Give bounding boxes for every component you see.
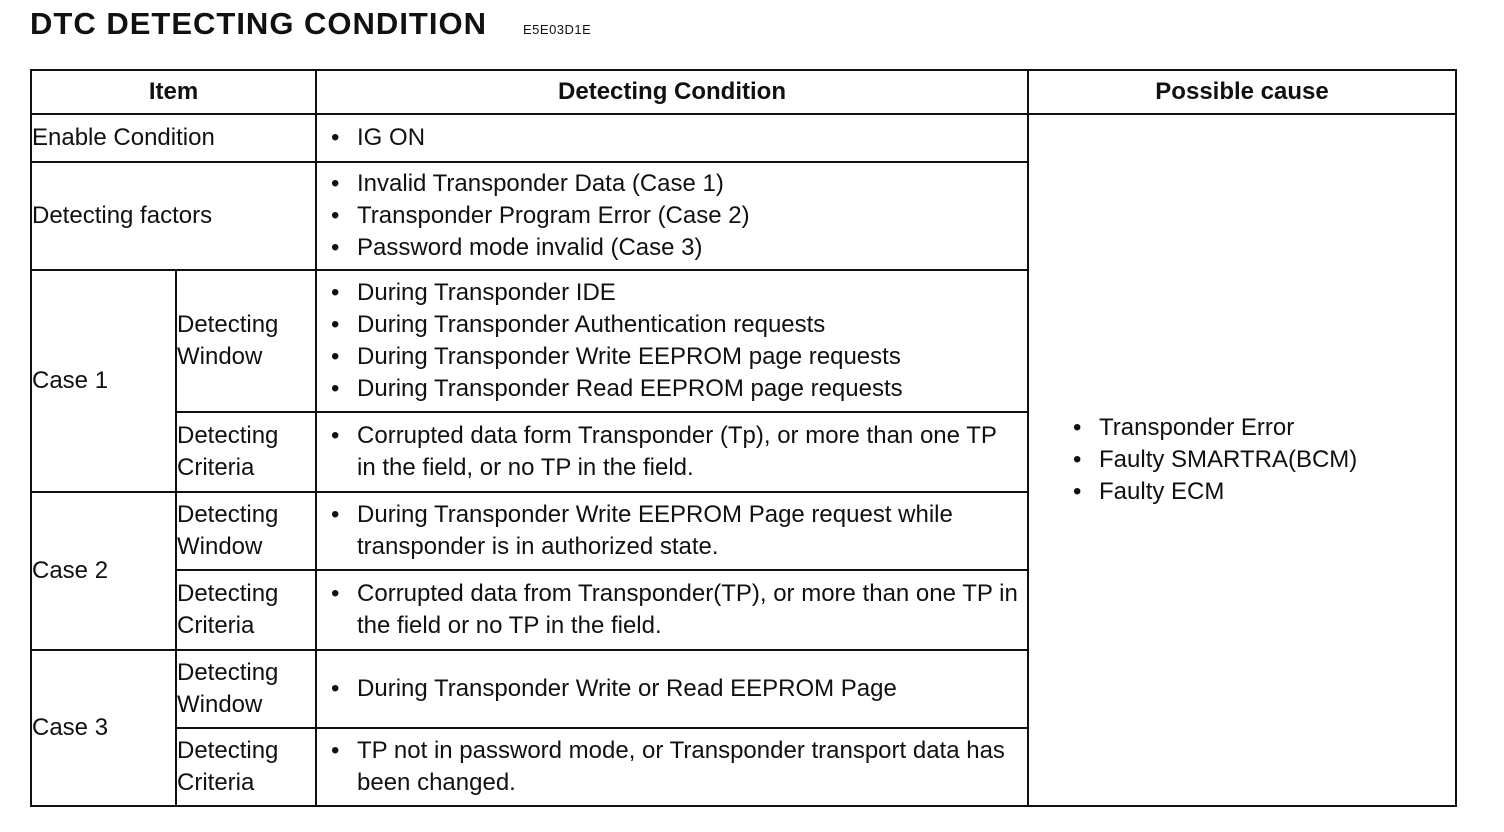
- label-line: Detecting: [177, 422, 279, 449]
- enable-condition-label: Enable Condition: [31, 114, 316, 162]
- header-row: [31, 70, 1456, 114]
- label-line: Detecting: [177, 311, 279, 338]
- list-item: • Transponder Program Error (Case 2): [357, 200, 1019, 232]
- case-3-criteria-label: [176, 728, 316, 806]
- list-item: • Corrupted data from Transponder(TP), or more than one TP in the field or no TP in the field.: [357, 578, 1019, 642]
- case-2-window-cell: [316, 492, 1028, 570]
- list-item: • During Transponder IDE: [357, 277, 1019, 309]
- list-item: • During Transponder Authentication requests: [357, 309, 1019, 341]
- bullet-list: [317, 164, 1027, 268]
- case-1-criteria-label: [176, 412, 316, 492]
- case-3-window-cell: [316, 650, 1028, 728]
- section-code: E5E03D1E: [523, 22, 592, 37]
- bullet-list: [317, 118, 1027, 158]
- list-item: • Faulty SMARTRA(BCM): [1099, 444, 1455, 476]
- case-1-criteria-cell: [316, 412, 1028, 492]
- page-title: DTC DETECTING CONDITION: [30, 6, 487, 41]
- label-line: Detecting: [177, 501, 279, 528]
- list-item: • During Transponder Write or Read EEPROM Page: [357, 673, 1019, 705]
- case-1-label: Case 1: [31, 270, 176, 492]
- case-2-criteria-label: [176, 570, 316, 650]
- bullet-list: [317, 669, 1027, 709]
- list-item: • Corrupted data form Transponder (Tp), or more than one TP in the field, or no TP in the field.: [357, 420, 1019, 484]
- possible-cause-cell: [1028, 114, 1456, 806]
- case-1-window-cell: [316, 270, 1028, 412]
- table-row: [31, 114, 1456, 162]
- label-line: Window: [177, 343, 263, 370]
- col-header-item: Item: [31, 70, 316, 114]
- heading: [30, 6, 591, 42]
- bullet-list: [317, 574, 1027, 646]
- label-line: Criteria: [177, 769, 255, 796]
- label-line: Criteria: [177, 454, 255, 481]
- list-item: • Faulty ECM: [1099, 476, 1455, 508]
- col-header-detecting-condition: Detecting Condition: [316, 70, 1028, 114]
- bullet-list: [317, 495, 1027, 567]
- label-line: Detecting: [177, 580, 279, 607]
- possible-cause-list: [1029, 412, 1455, 508]
- label-line: Criteria: [177, 612, 255, 639]
- detecting-factors-label: Detecting factors: [31, 162, 316, 270]
- label-line: Detecting: [177, 659, 279, 686]
- list-item: • TP not in password mode, or Transponder transport data has been changed.: [357, 735, 1019, 799]
- list-item: • IG ON: [357, 122, 1019, 154]
- list-item: • During Transponder Read EEPROM page requests: [357, 373, 1019, 405]
- list-item: • Password mode invalid (Case 3): [357, 232, 1019, 264]
- enable-condition-cell: [316, 114, 1028, 162]
- detecting-factors-cell: [316, 162, 1028, 270]
- dtc-table: [30, 69, 1457, 807]
- label-line: Detecting: [177, 737, 279, 764]
- label-line: Window: [177, 691, 263, 718]
- case-3-window-label: [176, 650, 316, 728]
- list-item: • During Transponder Write EEPROM Page request while transponder is in authorized state.: [357, 499, 1019, 563]
- col-header-possible-cause: Possible cause: [1028, 70, 1456, 114]
- label-line: Window: [177, 533, 263, 560]
- list-item: • During Transponder Write EEPROM page requests: [357, 341, 1019, 373]
- case-2-label: Case 2: [31, 492, 176, 650]
- list-item: • Transponder Error: [1099, 412, 1455, 444]
- case-2-criteria-cell: [316, 570, 1028, 650]
- bullet-list: [317, 731, 1027, 803]
- case-3-criteria-cell: [316, 728, 1028, 806]
- case-1-window-label: [176, 270, 316, 412]
- bullet-list: [317, 273, 1027, 409]
- case-3-label: Case 3: [31, 650, 176, 806]
- bullet-list: [317, 416, 1027, 488]
- case-2-window-label: [176, 492, 316, 570]
- list-item: • Invalid Transponder Data (Case 1): [357, 168, 1019, 200]
